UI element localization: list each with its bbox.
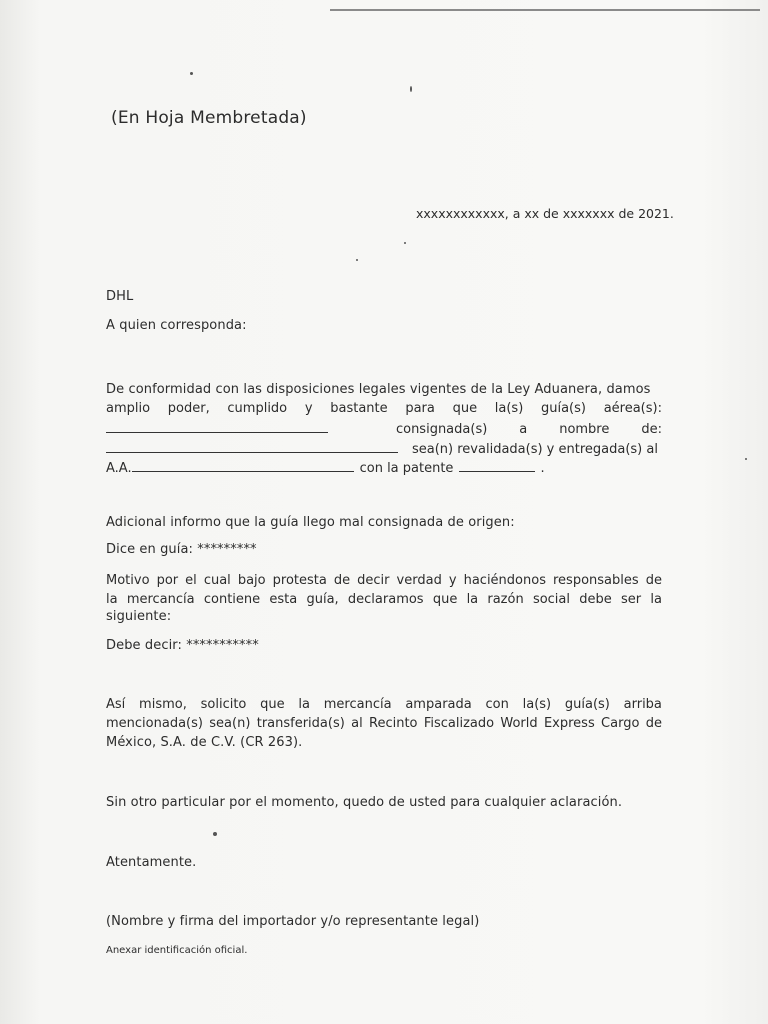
agent-name-blank bbox=[132, 459, 354, 472]
scan-speck bbox=[356, 259, 358, 261]
p4-line1: Así mismo, solicito que la mercancía amparada con la(s) guía(s) arriba bbox=[106, 697, 662, 712]
scan-speck bbox=[410, 86, 412, 92]
p1-line5: A.A. con la patente . bbox=[106, 461, 545, 476]
salutation: A quien corresponda: bbox=[106, 318, 247, 333]
closing-line: Sin otro particular por el momento, quedo de usted para cualquier aclaración. bbox=[106, 795, 623, 810]
dice-en-guia: Dice en guía: ********* bbox=[106, 542, 257, 557]
consignee-name-blank bbox=[106, 440, 398, 453]
recipient: DHL bbox=[106, 289, 134, 304]
signature-caption: (Nombre y firma del importador y/o representante legal) bbox=[106, 914, 480, 929]
patent-number-blank bbox=[459, 459, 535, 472]
p1-line2: amplio poder, cumplido y bastante para que la(s) guía(s) aérea(s): bbox=[106, 401, 662, 416]
p1-line4: sea(n) revalidada(s) y entregada(s) al bbox=[106, 440, 662, 460]
p1-line3: consignada(s) a nombre de: bbox=[106, 420, 662, 440]
top-border-line bbox=[330, 9, 760, 11]
p4-line3: México, S.A. de C.V. (CR 263). bbox=[106, 735, 303, 750]
scan-speck bbox=[190, 72, 193, 75]
p3-line2: la mercancía contiene esta guía, declaramos que la razón social debe ser la bbox=[106, 592, 662, 607]
date-line: xxxxxxxxxxxx, a xx de xxxxxxx de 2021. bbox=[416, 206, 674, 221]
p2-line: Adicional informo que la guía llego mal consignada de origen: bbox=[106, 515, 515, 530]
p1-line1: De conformidad con las disposiciones legales vigentes de la Ley Aduanera, damos bbox=[106, 382, 651, 397]
letterhead-note: (En Hoja Membretada) bbox=[111, 108, 307, 128]
p4-line2: mencionada(s) sea(n) transferida(s) al Recinto Fiscalizado World Express Cargo de bbox=[106, 716, 662, 731]
guide-number-blank bbox=[106, 420, 328, 433]
scan-speck bbox=[404, 242, 406, 244]
scan-speck bbox=[745, 458, 747, 460]
p3-line3: siguiente: bbox=[106, 609, 172, 624]
annex-note: Anexar identificación oficial. bbox=[106, 945, 248, 956]
regards: Atentamente. bbox=[106, 855, 197, 870]
scan-speck bbox=[213, 832, 217, 836]
debe-decir: Debe decir: *********** bbox=[106, 638, 259, 653]
p3-line1: Motivo por el cual bajo protesta de decir verdad y haciéndonos responsables de bbox=[106, 573, 662, 588]
